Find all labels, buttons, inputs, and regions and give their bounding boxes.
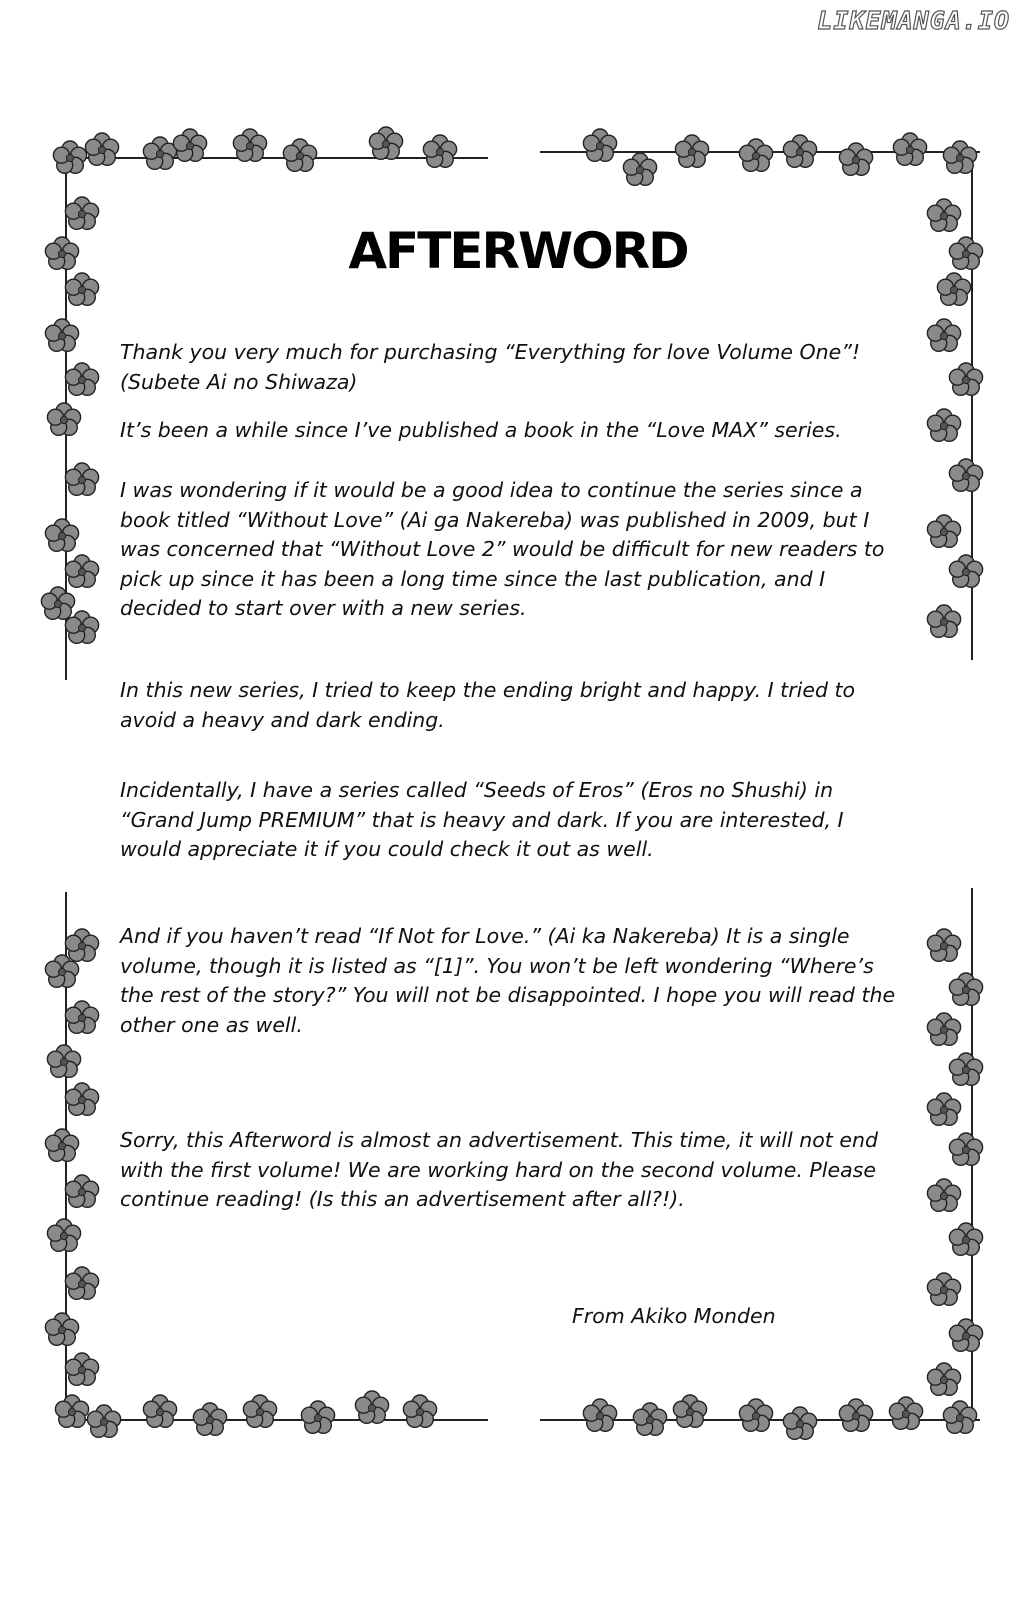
site-watermark: LIKEMANGA.IO	[817, 6, 1010, 35]
paragraph-seeds-of-eros: Incidentally, I have a series called “Seeds of Eros” (Eros no Shushi) in “Grand Jump PREMIUM” that is heavy and dark. If you are interested, I would appreciate it if you could check it out as well.	[120, 778, 844, 861]
paragraph-if-not-for-love: And if you haven’t read “If Not for Love.” (Ai ka Nakereba) It is a single volume, though it is listed as “[1]”. You won’t be left wondering “Where’s the rest of the story?” You will not be disappointed. I hope you will read the other one as well.	[120, 924, 896, 1037]
page-title: AFTERWORD	[348, 222, 688, 280]
paragraph-advertisement: Sorry, this Afterword is almost an advertisement. This time, it will not end with the first volume! We are working hard on the second volume. Please continue reading! (Is this an advertisement after all?!).	[120, 1128, 878, 1211]
paragraph-ending: In this new series, I tried to keep the ending bright and happy. I tried to avoid a heavy and dark ending.	[120, 678, 856, 732]
author-signature: From Akiko Monden	[572, 1304, 776, 1328]
paragraph-love-max: It’s been a while since I’ve published a book in the “Love MAX” series.	[120, 418, 842, 442]
paragraph-new-series: I was wondering if it would be a good idea to continue the series since a book titled “Without Love” (Ai ga Nakereba) was published in 2009, but I was concerned that “Without Love 2” would be difficult for new readers to pick up since it has been a long time since the last publication, and I decided to start over with a new series.	[120, 478, 885, 620]
paragraph-thanks: Thank you very much for purchasing “Everything for love Volume One”! (Subete Ai no Shiwaza)	[120, 340, 861, 394]
